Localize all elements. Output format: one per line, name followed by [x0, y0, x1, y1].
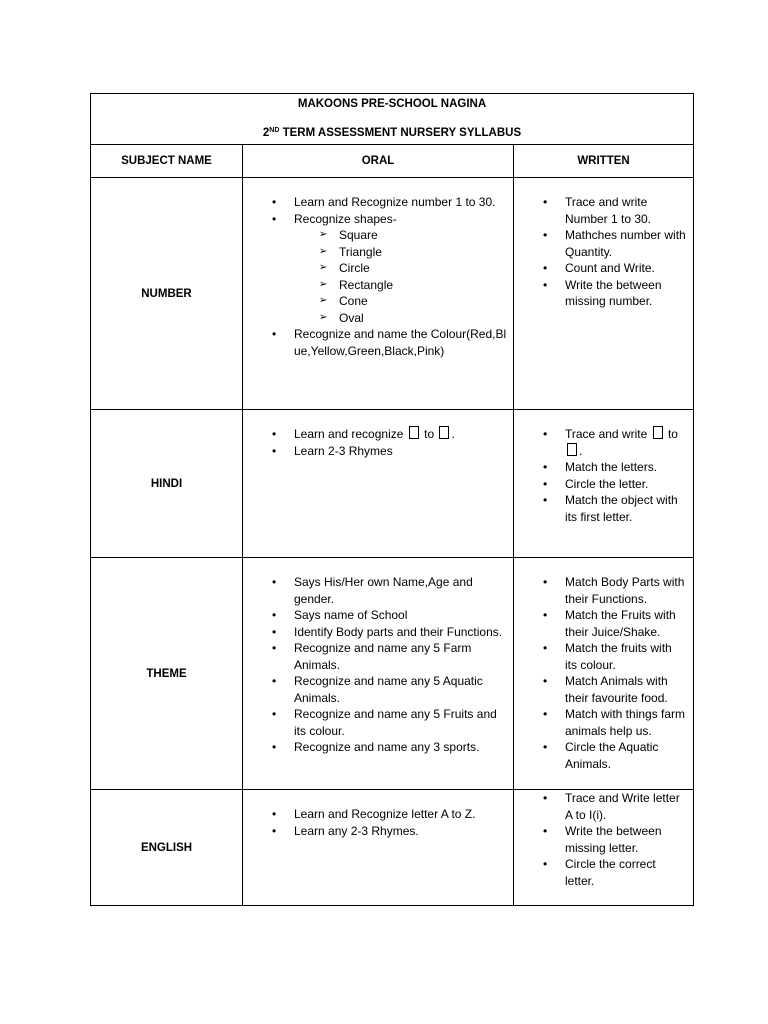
written-theme: [514, 558, 694, 790]
shape-item: ➢ Cone: [339, 293, 509, 310]
list-item: • Count and Write.: [565, 260, 687, 277]
subject-hindi: HINDI: [91, 410, 243, 558]
list-item: • Recognize and name any 5 Farm Animals.: [294, 640, 509, 673]
list-item: • Recognize and name the Colour(Red,Blue,Yellow,Green,Black,Pink): [294, 326, 509, 359]
column-header-subject: SUBJECT NAME: [91, 145, 243, 178]
list-item: • Write the between missing number.: [565, 277, 687, 310]
subject-english: ENGLISH: [91, 790, 243, 906]
subject-number: NUMBER: [91, 178, 243, 410]
missing-glyph-icon: [653, 426, 663, 439]
list-item: • Learn any 2-3 Rhymes.: [294, 823, 509, 840]
list-item: • Trace and write Number 1 to 30.: [565, 194, 687, 227]
table-header-cell: [91, 94, 694, 145]
syllabus-table: [90, 93, 694, 906]
list-item: • Match with things farm animals help us.: [565, 706, 687, 739]
list-item: • Mathches number with Quantity.: [565, 227, 687, 260]
missing-glyph-icon: [409, 426, 419, 439]
list-item: • Trace and write to .: [565, 426, 687, 459]
shapes-list: [294, 227, 509, 326]
list-item: • Recognize shapes- ➢ Square ➢ Triangle ➢ Circle ➢ Rectangle ➢ Cone ➢ Oval: [294, 211, 509, 327]
oral-number: [243, 178, 514, 410]
shape-item: ➢ Square: [339, 227, 509, 244]
column-header-oral: ORAL: [243, 145, 514, 178]
list-item: • Identify Body parts and their Functions.: [294, 624, 509, 641]
term-title: 2ND TERM ASSESSMENT NURSERY SYLLABUS: [262, 127, 522, 139]
shape-item: ➢ Triangle: [339, 244, 509, 261]
list-item: • Circle the correct letter.: [565, 856, 687, 889]
list-item: • Says name of School: [294, 607, 509, 624]
list-item: • Match Body Parts with their Functions.: [565, 574, 687, 607]
subject-theme: THEME: [91, 558, 243, 790]
list-item: • Circle the Aquatic Animals.: [565, 739, 687, 772]
list-item: • Match the Fruits with their Juice/Shake.: [565, 607, 687, 640]
list-item: • Learn 2-3 Rhymes: [294, 443, 509, 460]
oral-english: [243, 790, 514, 906]
list-item: • Recognize and name any 5 Aquatic Animals.: [294, 673, 509, 706]
list-item: • Match Animals with their favourite food.: [565, 673, 687, 706]
table-row-hindi: [91, 410, 694, 558]
missing-glyph-icon: [567, 443, 577, 456]
school-name: MAKOONS PRE-SCHOOL NAGINA: [297, 98, 487, 110]
list-item: • Circle the letter.: [565, 476, 687, 493]
list-item: • Match the fruits with its colour.: [565, 640, 687, 673]
written-number: [514, 178, 694, 410]
table-row-theme: [91, 558, 694, 790]
shape-item: ➢ Oval: [339, 310, 509, 327]
list-item: • Match the letters.: [565, 459, 687, 476]
oral-hindi: [243, 410, 514, 558]
list-item: • Recognize and name any 3 sports.: [294, 739, 509, 756]
list-item: • Learn and Recognize number 1 to 30.: [294, 194, 509, 211]
column-header-written: WRITTEN: [514, 145, 694, 178]
table-row-number: [91, 178, 694, 410]
written-english: [514, 790, 694, 906]
list-item: • Write the between missing letter.: [565, 823, 687, 856]
shape-item: ➢ Rectangle: [339, 277, 509, 294]
list-item: • Recognize and name any 5 Fruits and its colour.: [294, 706, 509, 739]
list-item: • Says His/Her own Name,Age and gender.: [294, 574, 509, 607]
oral-theme: [243, 558, 514, 790]
table-row-english: [91, 790, 694, 906]
missing-glyph-icon: [439, 426, 449, 439]
written-hindi: [514, 410, 694, 558]
shape-item: ➢ Circle: [339, 260, 509, 277]
list-item: • Match the object with its first letter.: [565, 492, 687, 525]
list-item: • Learn and recognize to .: [294, 426, 509, 443]
list-item: • Learn and Recognize letter A to Z.: [294, 806, 509, 823]
list-item: • Trace and Write letter A to I(i).: [565, 790, 687, 823]
